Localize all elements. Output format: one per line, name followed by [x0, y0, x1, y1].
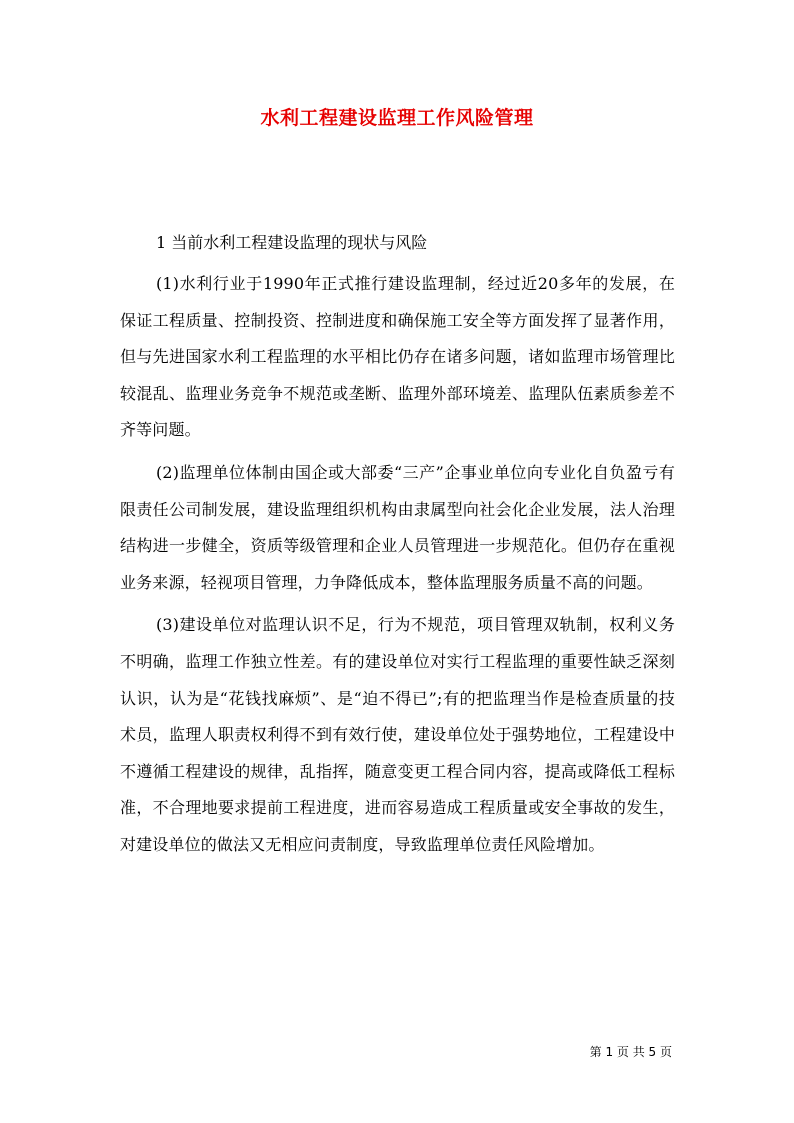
paragraph-1: (1)水利行业于1990年正式推行建设监理制，经过近20多年的发展，在保证工程质量、控制投资、控制进度和确保施工安全等方面发挥了显著作用，但与先进国家水利工程监理的水平相比仍存在诸多问题，诸如监理市场管理比较混乱、监理业务竞争不规范或垄断、监理外部环境差、监理队伍素质参差不齐等问题。 — [120, 274, 675, 440]
paragraph-3: (3)建设单位对监理认识不足，行为不规范，项目管理双轨制，权利义务不明确，监理工作独立性差。有的建设单位对实行工程监理的重要性缺乏深刻认识，认为是“花钱找麻烦”、是“迫不得已”;有的把监理当作是检查质量的技术员，监理人职责权利得不到有效行使，建设单位处于强势地位，工程建设中不遵循工程建设的规律，乱指挥，随意变更工程合同内容，提高或降低工程标准，不合理地要求提前工程进度，进而容易造成工程质量或安全事故的发生，对建设单位的做法又无相应问责制度，导致监理单位责任风险增加。 — [120, 615, 675, 854]
document-body — [120, 228, 675, 870]
document-title: 水利工程建设监理工作风险管理 — [260, 107, 534, 129]
page-number: 第 1 页 共 5 页 — [589, 1045, 672, 1059]
paragraph-2: (2)监理单位体制由国企或大部委“三产”企事业单位向专业化自负盈亏有限责任公司制发展，建设监理组织机构由隶属型向社会化企业发展，法人治理结构进一步健全，资质等级管理和企业人员管理进一步规范化。但仍存在重视业务来源，轻视项目管理，力争降低成本，整体监理服务质量不高的问题。 — [120, 462, 675, 592]
section-heading: 1 当前水利工程建设监理的现状与风险 — [156, 233, 428, 252]
